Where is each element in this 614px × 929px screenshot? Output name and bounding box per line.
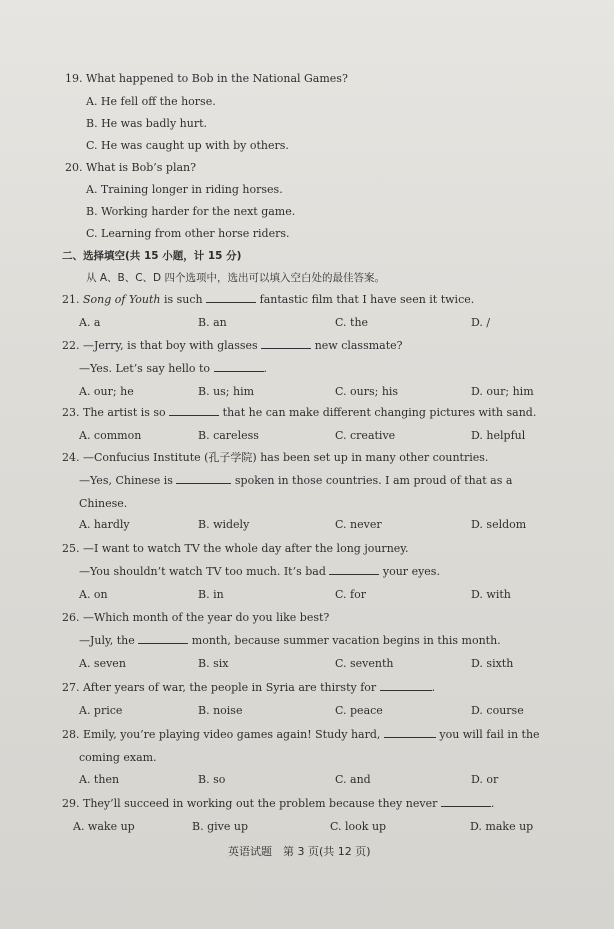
q26-blank <box>138 642 188 644</box>
q19-option-b: B. He was badly hurt. <box>86 117 208 130</box>
q27-option-d: D. course <box>471 704 524 717</box>
q21-option-d: D. / <box>471 316 491 329</box>
q23-option-d: D. helpful <box>471 429 526 442</box>
q26-line1: 26. —Which month of the year do you like best? <box>62 611 330 624</box>
q21-option-c: C. the <box>335 316 369 329</box>
q25-option-c: C. for <box>335 588 366 601</box>
q21-number: 21. <box>62 293 80 306</box>
q23-post: that he can make different changing pictures with sand. <box>222 406 537 419</box>
q29-stem <box>62 797 494 811</box>
q24-line2-post: spoken in those countries. I am proud of that as a <box>234 474 513 487</box>
q19-option-c: C. He was caught up with by others. <box>86 139 289 152</box>
q21-stem <box>62 293 474 307</box>
q26-line2 <box>79 634 501 648</box>
q22-option-a: A. our; he <box>79 385 134 398</box>
q29-option-c: C. look up <box>330 820 387 833</box>
q24-line1: 24. —Confucius Institute (孔子学院) has been set up in many other countries. <box>62 451 489 464</box>
q19-stem: 19. What happened to Bob in the National Games? <box>65 72 348 85</box>
q27-stem <box>62 681 435 695</box>
q22-option-d: D. our; him <box>471 385 534 398</box>
section-title: 二、选择填空(共 15 小题，计 15 分) <box>62 250 242 262</box>
q23-pre: 23. The artist is so <box>62 406 166 419</box>
q21-pre: is such <box>164 293 203 306</box>
q20-stem: 20. What is Bob’s plan? <box>65 161 197 174</box>
q26-option-c: C. seventh <box>335 657 394 670</box>
q27-blank <box>380 689 432 691</box>
q23-option-c: C. creative <box>335 429 396 442</box>
q22-line1 <box>62 339 403 353</box>
q29-option-a: A. wake up <box>73 820 135 833</box>
q26-option-a: A. seven <box>79 657 126 670</box>
q21-blank <box>206 301 256 303</box>
q25-option-d: D. with <box>471 588 511 601</box>
page-footer: 英语试题 第 3 页(共 12 页) <box>228 845 371 858</box>
q21-post: fantastic film that I have seen it twice. <box>259 293 475 306</box>
q24-option-a: A. hardly <box>79 518 130 531</box>
q28-line1-post: you will fail in the <box>439 728 540 741</box>
q28-option-c: C. and <box>335 773 371 786</box>
q28-line2: coming exam. <box>79 751 157 764</box>
q28-line1-pre: 28. Emily, you’re playing video games again! Study hard, <box>62 728 381 741</box>
q27-option-b: B. noise <box>198 704 243 717</box>
q26-option-b: B. six <box>198 657 229 670</box>
q28-line1 <box>62 728 540 742</box>
q27-post: . <box>431 681 436 694</box>
q25-line2-pre: —You shouldn’t watch TV too much. It’s bad <box>79 565 326 578</box>
q25-line1: 25. —I want to watch TV the whole day after the long journey. <box>62 542 409 555</box>
q29-post: . <box>490 797 495 810</box>
q26-line2-post: month, because summer vacation begins in this month. <box>191 634 501 647</box>
q26-line2-pre: —July, the <box>79 634 135 647</box>
q24-option-d: D. seldom <box>471 518 527 531</box>
q29-option-d: D. make up <box>470 820 534 833</box>
q23-option-a: A. common <box>79 429 142 442</box>
q27-option-c: C. peace <box>335 704 383 717</box>
q24-blank <box>176 482 231 484</box>
q22-option-c: C. ours; his <box>335 385 399 398</box>
q24-line2 <box>79 474 512 488</box>
q22-line2 <box>79 362 267 376</box>
q25-blank <box>329 573 379 575</box>
q29-option-b: B. give up <box>192 820 248 833</box>
q21-option-b: B. an <box>198 316 227 329</box>
q22-line2-post: . <box>263 362 268 375</box>
q20-option-a: A. Training longer in riding horses. <box>86 183 283 196</box>
q21-title: Song of Youth <box>83 293 161 306</box>
q27-option-a: A. price <box>79 704 123 717</box>
q27-pre: 27. After years of war, the people in Syria are thirsty for <box>62 681 377 694</box>
q25-option-b: B. in <box>198 588 224 601</box>
q22-line1-pre: 22. —Jerry, is that boy with glasses <box>62 339 258 352</box>
q23-blank <box>169 414 219 416</box>
q23-stem <box>62 406 536 420</box>
q20-option-c: C. Learning from other horse riders. <box>86 227 290 240</box>
q21-option-a: A. a <box>79 316 101 329</box>
q24-option-c: C. never <box>335 518 382 531</box>
q22-blank2 <box>214 370 264 372</box>
q28-option-a: A. then <box>79 773 120 786</box>
q26-option-d: D. sixth <box>471 657 514 670</box>
q24-line2-pre: —Yes, Chinese is <box>79 474 173 487</box>
q22-line2-pre: —Yes. Let’s say hello to <box>79 362 211 375</box>
q23-option-b: B. careless <box>198 429 259 442</box>
q29-pre: 29. They’ll succeed in working out the problem because they never <box>62 797 438 810</box>
q24-line3: Chinese. <box>79 497 128 510</box>
q24-option-b: B. widely <box>198 518 250 531</box>
q22-option-b: B. us; him <box>198 385 255 398</box>
q19-option-a: A. He fell off the horse. <box>86 95 216 108</box>
q25-line2-post: your eyes. <box>382 565 440 578</box>
q29-blank <box>441 805 491 807</box>
q28-blank <box>384 736 436 738</box>
q25-option-a: A. on <box>79 588 108 601</box>
q28-option-b: B. so <box>198 773 226 786</box>
q22-blank1 <box>261 347 311 349</box>
q25-line2 <box>79 565 440 579</box>
q22-line1-post: new classmate? <box>314 339 403 352</box>
q20-option-b: B. Working harder for the next game. <box>86 205 296 218</box>
q28-option-d: D. or <box>471 773 499 786</box>
section-instruction: 从 A、B、C、D 四个选项中，选出可以填入空白处的最佳答案。 <box>86 272 385 284</box>
